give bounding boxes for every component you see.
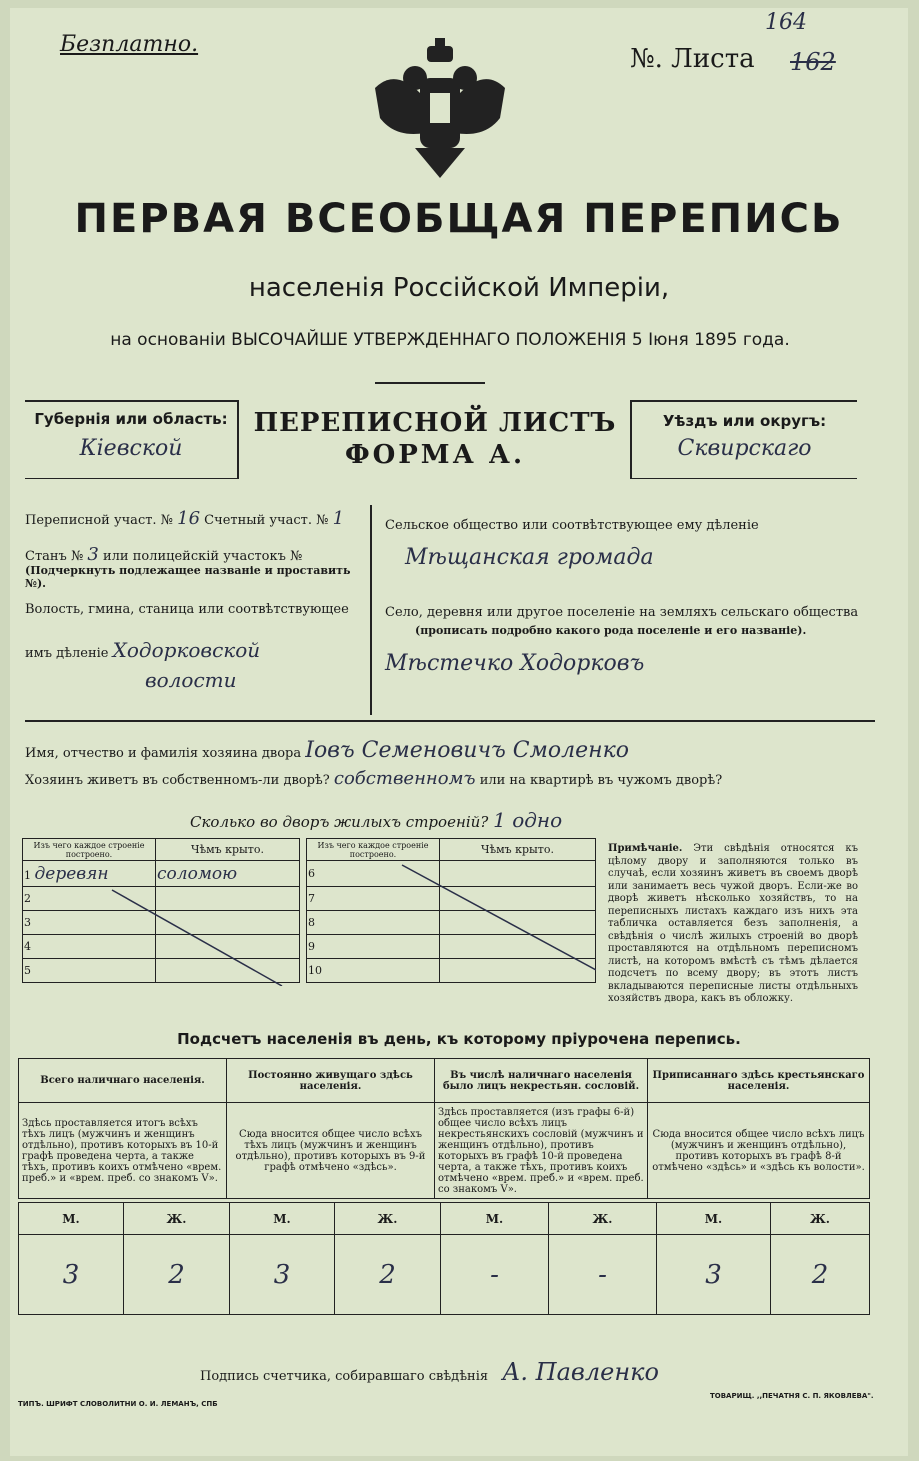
col-roof-header-2: Чѣмъ крыто. [440,839,596,861]
tally-values-table [18,1202,870,1315]
col-material-header-2: Изъ чего каждое строеніе построено. [307,839,440,861]
tally-value: 2 [335,1235,441,1315]
col-roof-header: Чѣмъ крыто. [156,839,300,861]
gubernia-label: Губернія или область: [34,410,228,428]
field-divider [370,505,372,715]
stan-label: Станъ № [25,549,84,564]
main-title: ПЕРВАЯ ВСЕОБЩАЯ ПЕРЕПИСЬ [74,196,844,242]
buildings-value: 1 одно [493,808,563,832]
owner-name-value: Іовъ Семеновичъ Смоленко [305,738,630,763]
gubernia-box [25,400,239,479]
tally-col-3-desc: Здѣсь проставляется (изъ графы 6-й) общее число всѣхъ лицъ некрестьянскихъ сословій (мужчинъ и женщинъ отдѣльно), противъ которыхъ въ графѣ 10-й проведена черта, а также тѣхъ, противъ коихъ отмѣчено «врем. преб.» и «врем. преб. со знакомъ V». [435,1103,648,1199]
f-label: Ж. [335,1203,441,1235]
table-row: 7 [307,887,596,911]
double-headed-eagle-icon [375,38,505,178]
gubernia-value: Кіевской [79,436,183,461]
m-label: М. [19,1203,124,1235]
buildings-label: Сколько во дворъ жилыхъ строеній? [190,813,489,831]
table-row: 5 [23,959,300,983]
ornament-divider [375,382,485,384]
m-label: М. [441,1203,549,1235]
f-label: Ж. [549,1203,657,1235]
footer-right: ТОВАРИЩ. ,,ПЕЧАТНЯ С. П. ЯКОВЛЕВА". [710,1392,874,1400]
tally-col-3-header: Въ числѣ наличнаго населенія было лицъ некрестьян. сословій. [435,1059,648,1103]
sheet-number-value: 162 [790,48,836,76]
society-value: Мѣщанская громада [405,545,654,570]
form-title: ПЕРЕПИСНОЙ ЛИСТЪ [253,408,617,438]
col-material-header: Изъ чего каждое строеніе построено. [23,839,156,861]
owner-lives-label: Хозяинъ живетъ въ собственномъ-ли дворѣ? [25,773,330,788]
tally-col-4-desc: Сюда вносится общее число всѣхъ лицъ (мужчинъ и женщинъ отдѣльно), противъ которыхъ въ графѣ 8-й отмѣчено «здѣсь» и «здѣсь къ волости». [648,1103,870,1199]
left-fields [25,508,355,692]
census-sheet [10,8,908,1456]
f-label: Ж. [124,1203,230,1235]
tally-value: 2 [124,1235,230,1315]
volost-value-2: волости [145,668,237,692]
buildings-table-left [22,838,300,983]
district-label: Переписной участ. № [25,513,173,528]
tally-col-4-header: Приписаннаго здѣсь крестьянскаго населенія. [648,1059,870,1103]
footer-left: ТИПЪ. ШРИФТ СЛОВОЛИТНИ О. И. ЛЕМАНЪ, СПБ [18,1400,218,1408]
owner-name-label: Имя, отчество и фамилія хозяина двора [25,746,302,761]
signature-label: Подпись счетчика, собиравшаго свѣдѣнія [200,1369,489,1384]
tally-col-1-desc: Здѣсь проставляется итогъ всѣхъ тѣхъ лицъ (мужчинъ и женщинъ отдѣльно), противъ которыхъ въ 10-й графѣ проведена черта, а также тѣхъ, противъ коихъ отмѣчено «врем. преб.» и «врем. преб. со знакомъ V». [19,1103,227,1199]
signature-value: А. Павленко [502,1358,659,1386]
tally-value: - [441,1235,549,1315]
section-rule [25,720,875,722]
form-title-block [245,408,625,470]
legal-basis: на основаніи ВЫСОЧАЙШЕ УТВЕРЖДЕННАГО ПОЛОЖЕНІЯ 5 Іюня 1895 года. [110,330,790,350]
tally-table [18,1058,870,1199]
owner-lives-label-2: или на квартирѣ въ чужомъ дворѣ? [479,773,723,788]
note-text: Эти свѣдѣнія относятся къ цѣлому двору и заполняются только въ случаѣ, если хозяинъ живетъ въ своемъ дворѣ или занимаетъ весь чужой дворъ. Если-же во дворѣ живетъ нѣсколько хозяйствъ, то на переписныхъ листахъ каждаго изъ нихъ эта табличка оставляется безъ заполненія, а свѣдѣнія о числѣ жилыхъ строеній во дворѣ проставляются на отдѣльномъ переписномъ листѣ, на которомъ вмѣстѣ съ тѣмъ дѣлается подсчетъ по всему двору; въ этотъ листъ вкладываются переписные листы отдѣльныхъ хозяйствъ двора, какъ въ обложку. [608,843,858,1004]
count-label: Счетный участ. № [204,513,329,528]
district-value: 16 [177,508,201,529]
table-row: 4 [23,935,300,959]
tally-value: - [549,1235,657,1315]
subtitle: населенія Россійской Имперіи, [248,273,670,303]
volost-label-2: имъ дѣленіе [25,646,109,661]
tally-value: 2 [771,1235,870,1315]
tally-value: 3 [19,1235,124,1315]
count-value: 1 [332,508,345,529]
corner-mark: 164 [765,10,807,35]
m-label: М. [657,1203,771,1235]
sheet-number-label: №. Листа [630,44,755,74]
tally-col-2-desc: Сюда вносится общее число всѣхъ тѣхъ лицъ (мужчинъ и женщинъ отдѣльно), противъ которыхъ въ 9-й графѣ отмѣчено «здѣсь». [227,1103,435,1199]
uezd-label: Уѣздъ или округъ: [662,412,827,430]
tally-value: 3 [657,1235,771,1315]
table-row: 1 деревян соломою [23,861,300,887]
f-label: Ж. [771,1203,870,1235]
uezd-box [630,400,857,479]
note-lead: Примѣчаніе. [608,843,683,854]
note-block [608,843,858,1006]
volost-value: Ходорковской [112,638,261,662]
table-row: 2 [23,887,300,911]
tally-col-2-header: Постоянно живущаго здѣсь населенія. [227,1059,435,1103]
m-label: М. [230,1203,335,1235]
village-value: Мѣстечко Ходорковъ [385,651,645,676]
village-note: (прописать подробно какого рода поселеніе и его названіе). [415,624,807,637]
tally-value: 3 [230,1235,335,1315]
volost-label: Волость, гмина, станица или соотвѣтствующее [25,602,349,617]
table-row: 9 [307,935,596,959]
tally-col-1-header: Всего наличнаго населенія. [19,1059,227,1103]
table-row: 3 [23,911,300,935]
tally-heading: Подсчетъ населенія въ день, къ которому пріурочена перепись. [177,1030,741,1048]
uezd-value: Сквирскаго [677,436,812,461]
signature-block [200,1358,659,1386]
society-label: Сельское общество или соотвѣтствующее ему дѣленіе [385,518,759,533]
village-label: Село, деревня или другое поселеніе на земляхъ сельскаго общества [385,605,859,620]
owner-block [25,738,885,832]
table-row: 10 [307,959,596,983]
form-subtitle: ФОРМА А. [344,440,526,470]
stan-value: 3 [87,544,99,565]
free-label: Безплатно. [60,32,199,57]
table-row: 8 [307,911,596,935]
right-fields [385,518,865,676]
owner-lives-value: собственномъ [333,768,476,789]
table-row: 6 [307,861,596,887]
buildings-table-right [306,838,596,983]
police-label: или полицейскій участокъ № [103,549,303,564]
underline-note: (Подчеркнуть подлежащее названіе и проставить №). [25,564,351,590]
